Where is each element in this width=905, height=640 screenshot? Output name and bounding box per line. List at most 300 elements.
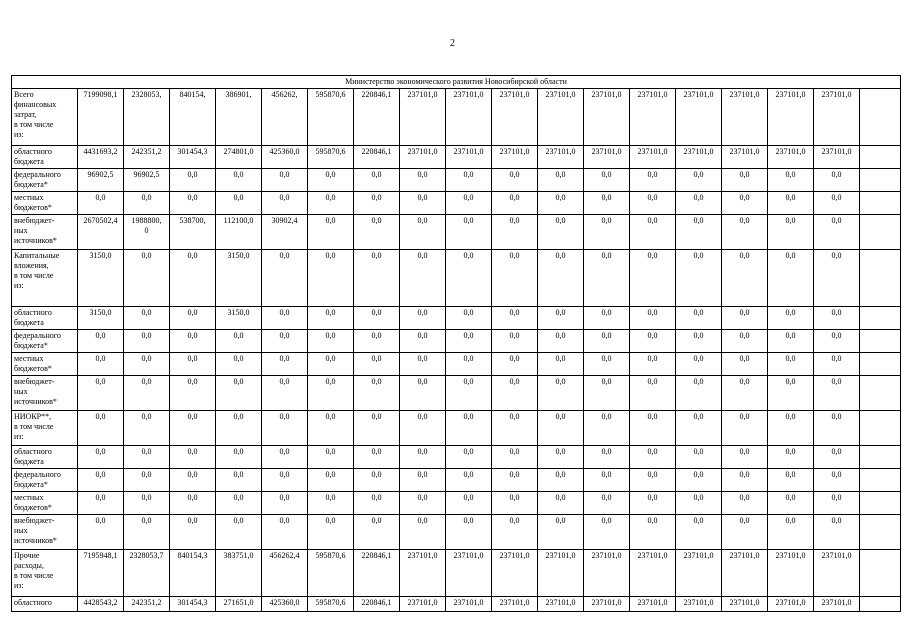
table-cell: 0,0 <box>630 330 676 353</box>
table-cell: 0,0 <box>124 411 170 446</box>
table-cell: 0,0 <box>124 307 170 330</box>
table-cell: 0,0 <box>538 215 584 250</box>
table-cell: 237101,0 <box>584 597 630 612</box>
table-cell: 0,0 <box>768 446 814 469</box>
table-cell: 0,0 <box>584 446 630 469</box>
table-cell: 237101,0 <box>676 597 722 612</box>
table-cell: 0,0 <box>814 469 860 492</box>
table-title: Министерство экономического развития Новосибирской области <box>12 76 901 89</box>
row-label: местных бюджетов* <box>12 192 78 215</box>
table-cell: 237101,0 <box>584 89 630 146</box>
table-cell: 0,0 <box>584 515 630 550</box>
table-cell: 0,0 <box>630 215 676 250</box>
table-cell: 0,0 <box>814 330 860 353</box>
table-cell: 0,0 <box>354 250 400 307</box>
table-cell: 0,0 <box>446 169 492 192</box>
table-cell: 237101,0 <box>676 146 722 169</box>
table-cell <box>860 469 901 492</box>
table-cell: 242351,2 <box>124 597 170 612</box>
table-cell: 0,0 <box>354 307 400 330</box>
table-cell: 0,0 <box>400 215 446 250</box>
table-cell: 0,0 <box>814 215 860 250</box>
table-cell: 0,0 <box>446 411 492 446</box>
table-cell: 0,0 <box>538 411 584 446</box>
table-cell: 0,0 <box>722 353 768 376</box>
table-cell: 4431693,2 <box>78 146 124 169</box>
table-cell: 0,0 <box>446 307 492 330</box>
table-cell: 237101,0 <box>584 146 630 169</box>
table-cell: 0,0 <box>262 250 308 307</box>
table-cell: 0,0 <box>400 376 446 411</box>
table-cell: 0,0 <box>308 169 354 192</box>
table-cell: 0,0 <box>630 515 676 550</box>
table-cell <box>860 376 901 411</box>
table-cell: 0,0 <box>722 515 768 550</box>
table-cell: 0,0 <box>676 411 722 446</box>
table-cell: 0,0 <box>722 215 768 250</box>
table-cell: 0,0 <box>78 515 124 550</box>
table-cell: 237101,0 <box>400 146 446 169</box>
table-cell: 0,0 <box>814 250 860 307</box>
table-cell: 0,0 <box>124 250 170 307</box>
table-cell: 0,0 <box>492 330 538 353</box>
table-cell: 0,0 <box>354 215 400 250</box>
table-row <box>12 411 901 446</box>
table-cell: 0,0 <box>78 411 124 446</box>
table-cell: 0,0 <box>308 492 354 515</box>
table-cell: 0,0 <box>446 192 492 215</box>
table-cell: 237101,0 <box>722 597 768 612</box>
table-cell: 237101,0 <box>400 597 446 612</box>
table-cell: 220846,1 <box>354 597 400 612</box>
table-cell: 0,0 <box>262 469 308 492</box>
table-cell: 3150,0 <box>78 307 124 330</box>
table-cell: 0,0 <box>676 250 722 307</box>
row-label: внебюджет- ных источников* <box>12 376 78 411</box>
table-cell: 0,0 <box>216 411 262 446</box>
row-label: НИОКР**, в том числе из: <box>12 411 78 446</box>
table-cell <box>860 330 901 353</box>
table-cell: 0,0 <box>216 353 262 376</box>
table-cell: 0,0 <box>78 492 124 515</box>
table-cell: 0,0 <box>538 192 584 215</box>
table-cell: 0,0 <box>584 492 630 515</box>
table-cell: 0,0 <box>308 192 354 215</box>
table-cell: 0,0 <box>768 515 814 550</box>
table-cell: 0,0 <box>814 446 860 469</box>
table-cell: 0,0 <box>262 330 308 353</box>
table-cell: 0,0 <box>676 353 722 376</box>
table-cell: 0,0 <box>584 169 630 192</box>
table-cell: 0,0 <box>584 307 630 330</box>
table-cell: 0,0 <box>354 169 400 192</box>
table-row <box>12 192 901 215</box>
table-cell: 0,0 <box>538 469 584 492</box>
table-cell: 0,0 <box>124 376 170 411</box>
table-cell: 30902,4 <box>262 215 308 250</box>
table-cell: 0,0 <box>768 192 814 215</box>
table-cell: 7195948,1 <box>78 550 124 597</box>
table-row <box>12 215 901 250</box>
table-cell: 0,0 <box>584 469 630 492</box>
table-row <box>12 515 901 550</box>
table-cell: 112100,0 <box>216 215 262 250</box>
table-cell: 0,0 <box>170 411 216 446</box>
table-cell <box>860 411 901 446</box>
table-cell: 0,0 <box>124 446 170 469</box>
table-cell: 0,0 <box>584 250 630 307</box>
table-cell: 0,0 <box>584 192 630 215</box>
table-cell: 386901, <box>216 89 262 146</box>
table-cell: 237101,0 <box>814 146 860 169</box>
table-cell: 840154,3 <box>170 550 216 597</box>
table-cell: 0,0 <box>630 250 676 307</box>
table-cell: 237101,0 <box>768 597 814 612</box>
table-cell: 0,0 <box>492 307 538 330</box>
table-cell: 237101,0 <box>538 146 584 169</box>
table-cell: 0,0 <box>400 411 446 446</box>
row-label: областного <box>12 597 78 612</box>
table-cell: 0,0 <box>262 492 308 515</box>
table-cell: 0,0 <box>124 192 170 215</box>
table-row <box>12 250 901 307</box>
table-cell: 0,0 <box>814 376 860 411</box>
table-cell: 0,0 <box>492 192 538 215</box>
table-cell: 0,0 <box>216 492 262 515</box>
table-cell: 383751,0 <box>216 550 262 597</box>
table-cell <box>860 307 901 330</box>
table-cell: 0,0 <box>630 307 676 330</box>
table-cell: 0,0 <box>400 353 446 376</box>
table-cell: 0,0 <box>308 215 354 250</box>
table-cell: 0,0 <box>446 330 492 353</box>
table-row <box>12 597 901 612</box>
table-cell: 0,0 <box>722 192 768 215</box>
table-cell: 0,0 <box>354 411 400 446</box>
table-cell: 425360,0 <box>262 146 308 169</box>
table-cell: 0,0 <box>400 469 446 492</box>
table-cell: 237101,0 <box>492 597 538 612</box>
table-cell: 0,0 <box>492 376 538 411</box>
table-cell: 0,0 <box>722 376 768 411</box>
table-cell: 2328053, <box>124 89 170 146</box>
table-cell: 0,0 <box>308 250 354 307</box>
table-cell: 0,0 <box>676 492 722 515</box>
table-cell: 0,0 <box>584 376 630 411</box>
table-cell: 0,0 <box>492 215 538 250</box>
table-cell: 237101,0 <box>492 146 538 169</box>
table-cell: 0,0 <box>216 192 262 215</box>
table-cell: 0,0 <box>814 307 860 330</box>
table-cell <box>860 169 901 192</box>
table-cell: 237101,0 <box>538 597 584 612</box>
table-cell: 0,0 <box>768 250 814 307</box>
table-cell: 0,0 <box>722 469 768 492</box>
table-cell: 0,0 <box>78 192 124 215</box>
table-cell: 0,0 <box>722 330 768 353</box>
table-cell: 0,0 <box>722 411 768 446</box>
table-cell: 0,0 <box>676 215 722 250</box>
table-row <box>12 550 901 597</box>
table-cell: 0,0 <box>216 376 262 411</box>
table-cell: 0,0 <box>722 446 768 469</box>
table-cell: 237101,0 <box>584 550 630 597</box>
table-cell: 237101,0 <box>446 146 492 169</box>
table-cell: 0,0 <box>538 169 584 192</box>
row-label: Всего финансовых затрат, в том числе из: <box>12 89 78 146</box>
table-cell: 0,0 <box>446 376 492 411</box>
table-cell: 0,0 <box>400 515 446 550</box>
table-cell: 0,0 <box>814 411 860 446</box>
table-cell <box>860 192 901 215</box>
table-cell: 0,0 <box>768 215 814 250</box>
table-cell: 0,0 <box>768 492 814 515</box>
table-title-row <box>12 76 901 89</box>
table-cell: 0,0 <box>354 446 400 469</box>
table-cell: 0,0 <box>354 330 400 353</box>
table-cell: 0,0 <box>584 411 630 446</box>
table-cell: 0,0 <box>768 411 814 446</box>
table-cell: 0,0 <box>538 446 584 469</box>
table-row <box>12 376 901 411</box>
table-row <box>12 307 901 330</box>
table-cell: 237101,0 <box>400 89 446 146</box>
table-cell: 0,0 <box>538 492 584 515</box>
table-cell: 237101,0 <box>722 89 768 146</box>
table-cell: 0,0 <box>538 330 584 353</box>
table-cell: 2670502,4 <box>78 215 124 250</box>
table-cell: 0,0 <box>676 515 722 550</box>
table-cell: 538700, <box>170 215 216 250</box>
table-cell <box>860 215 901 250</box>
table-cell: 0,0 <box>630 169 676 192</box>
table-cell: 0,0 <box>354 353 400 376</box>
table-cell: 0,0 <box>308 353 354 376</box>
table-cell: 237101,0 <box>676 89 722 146</box>
table-cell: 0,0 <box>538 515 584 550</box>
table-cell: 0,0 <box>308 411 354 446</box>
table-cell: 0,0 <box>400 307 446 330</box>
table-cell: 0,0 <box>170 169 216 192</box>
table-cell: 0,0 <box>262 446 308 469</box>
table-cell: 595870,6 <box>308 89 354 146</box>
table-cell: 237101,0 <box>492 550 538 597</box>
row-label: внебюджет- ных источников* <box>12 515 78 550</box>
table-cell: 0,0 <box>216 446 262 469</box>
table-cell: 0,0 <box>492 411 538 446</box>
table-cell: 0,0 <box>676 330 722 353</box>
table-cell: 840154, <box>170 89 216 146</box>
table-cell: 0,0 <box>262 353 308 376</box>
table-cell: 0,0 <box>124 492 170 515</box>
table-cell: 237101,0 <box>538 89 584 146</box>
table-cell: 220846,1 <box>354 89 400 146</box>
table-cell: 1988800, 0 <box>124 215 170 250</box>
table-cell <box>860 597 901 612</box>
table-cell: 0,0 <box>538 376 584 411</box>
table-cell: 242351,2 <box>124 146 170 169</box>
table-cell: 274801,0 <box>216 146 262 169</box>
table-cell: 220846,1 <box>354 146 400 169</box>
table-cell: 0,0 <box>630 192 676 215</box>
table-cell: 0,0 <box>814 192 860 215</box>
table-cell: 0,0 <box>308 515 354 550</box>
table-cell: 0,0 <box>124 515 170 550</box>
table-cell: 0,0 <box>124 353 170 376</box>
table-cell <box>860 515 901 550</box>
table-cell: 0,0 <box>814 492 860 515</box>
table-cell: 0,0 <box>308 330 354 353</box>
table-cell: 0,0 <box>78 353 124 376</box>
table-cell: 0,0 <box>446 250 492 307</box>
table-cell <box>860 250 901 307</box>
table-cell: 0,0 <box>216 169 262 192</box>
table-cell: 0,0 <box>262 515 308 550</box>
row-label: областного бюджета <box>12 307 78 330</box>
table-cell: 0,0 <box>676 192 722 215</box>
table-cell: 237101,0 <box>446 89 492 146</box>
table-cell: 0,0 <box>768 376 814 411</box>
table-cell: 0,0 <box>722 250 768 307</box>
table-cell: 237101,0 <box>722 146 768 169</box>
table-cell: 0,0 <box>446 353 492 376</box>
table-cell: 0,0 <box>354 376 400 411</box>
table-cell: 0,0 <box>124 330 170 353</box>
table-cell: 595870,6 <box>308 597 354 612</box>
table-cell: 0,0 <box>722 492 768 515</box>
table-cell <box>860 446 901 469</box>
table-cell: 0,0 <box>400 492 446 515</box>
table-cell: 0,0 <box>170 492 216 515</box>
table-cell: 0,0 <box>814 169 860 192</box>
table-cell: 0,0 <box>630 376 676 411</box>
table-cell: 301454,3 <box>170 597 216 612</box>
table-cell: 0,0 <box>768 307 814 330</box>
table-cell: 595870,6 <box>308 550 354 597</box>
table-cell: 0,0 <box>170 330 216 353</box>
row-label: областного бюджета <box>12 146 78 169</box>
row-label: местных бюджетов* <box>12 353 78 376</box>
table-cell: 456262,4 <box>262 550 308 597</box>
table-cell: 0,0 <box>78 446 124 469</box>
table-cell: 237101,0 <box>722 550 768 597</box>
table-row <box>12 446 901 469</box>
table-cell: 237101,0 <box>446 597 492 612</box>
table-cell: 0,0 <box>722 307 768 330</box>
table-cell: 0,0 <box>676 376 722 411</box>
table-cell: 0,0 <box>584 330 630 353</box>
table-cell: 0,0 <box>354 492 400 515</box>
table-cell: 0,0 <box>584 215 630 250</box>
table-cell: 0,0 <box>768 169 814 192</box>
table-row <box>12 492 901 515</box>
table-cell: 0,0 <box>538 353 584 376</box>
table-cell: 0,0 <box>446 446 492 469</box>
table-cell <box>860 492 901 515</box>
table-cell: 0,0 <box>124 469 170 492</box>
table-cell: 237101,0 <box>814 89 860 146</box>
table-cell: 237101,0 <box>768 550 814 597</box>
table-cell: 0,0 <box>170 250 216 307</box>
table-row <box>12 146 901 169</box>
table-cell: 0,0 <box>262 411 308 446</box>
table-cell: 0,0 <box>630 411 676 446</box>
table-cell: 0,0 <box>354 469 400 492</box>
table-cell: 0,0 <box>262 169 308 192</box>
table-cell: 0,0 <box>492 492 538 515</box>
row-label: Прочие расходы, в том числе из: <box>12 550 78 597</box>
finance-table <box>11 75 901 612</box>
table-cell <box>860 89 901 146</box>
table-cell: 237101,0 <box>768 89 814 146</box>
table-cell: 237101,0 <box>768 146 814 169</box>
table-cell: 0,0 <box>676 446 722 469</box>
table-cell: 0,0 <box>446 469 492 492</box>
table-row <box>12 353 901 376</box>
table-cell: 0,0 <box>768 469 814 492</box>
table-cell: 0,0 <box>492 515 538 550</box>
table-cell: 237101,0 <box>676 550 722 597</box>
page-number: 2 <box>450 38 455 49</box>
table-cell: 0,0 <box>170 515 216 550</box>
table-cell: 0,0 <box>78 469 124 492</box>
finance-table-container <box>11 75 901 612</box>
table-cell: 595870,6 <box>308 146 354 169</box>
row-label: областного бюджета <box>12 446 78 469</box>
table-cell: 0,0 <box>768 353 814 376</box>
table-cell: 96902,5 <box>124 169 170 192</box>
table-cell: 0,0 <box>400 192 446 215</box>
table-cell: 0,0 <box>630 492 676 515</box>
table-row <box>12 169 901 192</box>
table-cell: 0,0 <box>446 492 492 515</box>
table-cell: 0,0 <box>492 250 538 307</box>
table-cell: 0,0 <box>492 446 538 469</box>
table-row <box>12 330 901 353</box>
table-cell: 456262, <box>262 89 308 146</box>
table-cell: 0,0 <box>676 307 722 330</box>
table-cell: 220846,1 <box>354 550 400 597</box>
table-cell: 0,0 <box>446 215 492 250</box>
row-label: федерального бюджета* <box>12 169 78 192</box>
table-cell: 0,0 <box>630 469 676 492</box>
table-cell: 0,0 <box>722 169 768 192</box>
table-cell: 0,0 <box>78 376 124 411</box>
table-cell: 2328053,7 <box>124 550 170 597</box>
table-cell: 0,0 <box>216 515 262 550</box>
row-label: федерального бюджета* <box>12 469 78 492</box>
table-cell: 7199098,1 <box>78 89 124 146</box>
table-cell: 96902,5 <box>78 169 124 192</box>
row-label: Капитальные вложения, в том числе из: <box>12 250 78 307</box>
table-cell: 4428543,2 <box>78 597 124 612</box>
table-cell: 237101,0 <box>400 550 446 597</box>
table-cell: 0,0 <box>262 376 308 411</box>
table-cell: 0,0 <box>584 353 630 376</box>
table-cell: 0,0 <box>400 330 446 353</box>
table-cell: 237101,0 <box>814 597 860 612</box>
table-cell: 0,0 <box>262 192 308 215</box>
table-cell: 0,0 <box>354 515 400 550</box>
table-cell: 237101,0 <box>538 550 584 597</box>
table-cell: 0,0 <box>78 330 124 353</box>
table-cell: 0,0 <box>538 307 584 330</box>
table-cell: 0,0 <box>492 469 538 492</box>
table-cell: 0,0 <box>308 469 354 492</box>
table-cell: 0,0 <box>630 446 676 469</box>
table-cell: 0,0 <box>308 446 354 469</box>
table-cell <box>860 353 901 376</box>
